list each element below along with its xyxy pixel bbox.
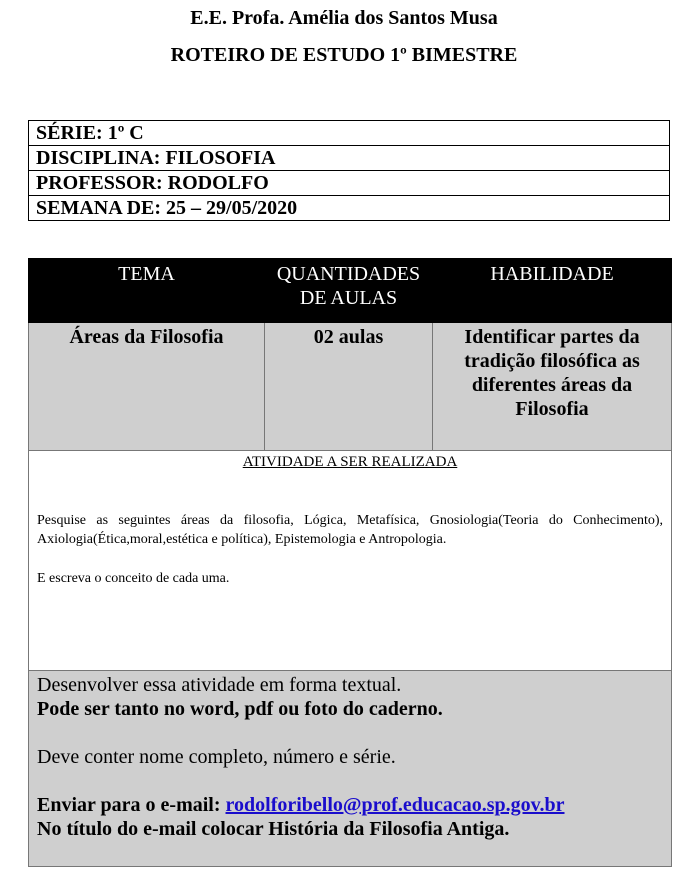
cell-habilidade: Identificar partes da tradição filosófica as diferentes áreas da Filosofia — [433, 323, 672, 451]
email-link[interactable]: rodolforibello@prof.educacao.sp.gov.br — [225, 794, 565, 816]
instructions-row — [29, 671, 672, 867]
cell-quantidades: 02 aulas — [265, 323, 433, 451]
instruction-line-3: Deve conter nome completo, número e série. — [37, 746, 396, 768]
activity-text: Pesquise as seguintes áreas da filosofia, Lógica, Metafísica, Gnosiologia(Teoria do Conhecimento), Axiologia(Ética,moral,estética e política), Epistemologia e Antropologia. — [37, 513, 663, 547]
activity-row — [29, 451, 672, 671]
cell-tema: Áreas da Filosofia — [29, 323, 265, 451]
header-habilidade: HABILIDADE — [433, 259, 672, 323]
header-tema: TEMA — [29, 259, 265, 323]
instructions-cell — [29, 671, 672, 867]
info-table — [28, 120, 670, 221]
info-semana: SEMANA DE: 25 – 29/05/2020 — [29, 196, 670, 221]
instruction-email-line — [37, 793, 663, 817]
instruction-line-1: Desenvolver essa atividade em forma textual. — [37, 674, 402, 696]
instruction-line-5: No título do e-mail colocar História da Filosofia Antiga. — [37, 818, 510, 840]
activity-cell — [29, 451, 672, 671]
table-header-row — [29, 259, 672, 323]
info-serie: SÉRIE: 1º C — [29, 121, 670, 146]
header-quantidades: QUANTIDADES DE AULAS — [265, 259, 433, 323]
activity-note: E escreva o conceito de cada uma. — [37, 571, 230, 586]
info-professor: PROFESSOR: RODOLFO — [29, 171, 670, 196]
school-name: E.E. Profa. Amélia dos Santos Musa — [190, 7, 498, 29]
table-row — [29, 323, 672, 451]
info-disciplina: DISCIPLINA: FILOSOFIA — [29, 146, 670, 171]
study-table — [28, 258, 672, 867]
instruction-line-2: Pode ser tanto no word, pdf ou foto do caderno. — [37, 698, 443, 720]
document-title: ROTEIRO DE ESTUDO 1º BIMESTRE — [170, 44, 518, 66]
email-label: Enviar para o e-mail: — [37, 794, 226, 816]
activity-title: ATIVIDADE A SER REALIZADA — [242, 454, 458, 470]
